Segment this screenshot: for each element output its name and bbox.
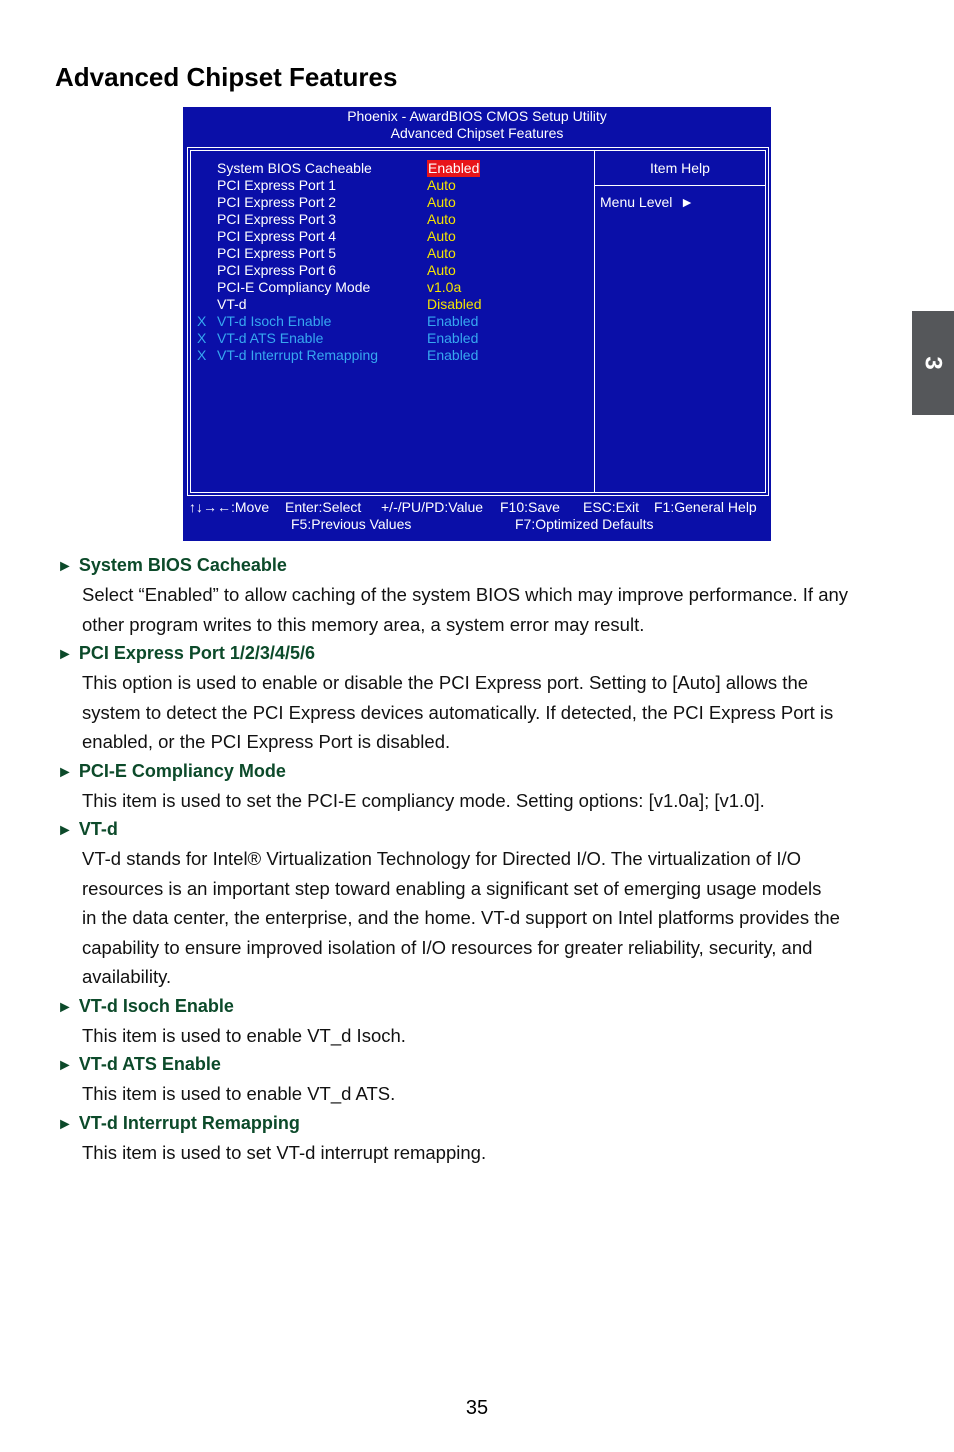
bios-item-value[interactable]: Auto (427, 262, 456, 278)
section-body: This item is used to set VT-d interrupt remapping. (82, 1141, 487, 1163)
bios-item-row[interactable] (191, 177, 594, 194)
footer-previous: F5:Previous Values (291, 516, 412, 532)
bullet-triangle-icon: ► (57, 646, 73, 663)
disabled-mark: X (197, 347, 207, 363)
section-body: This item is used to set the PCI-E compliancy mode. Setting options: [v1.0a]; [v1.0]. (82, 789, 765, 811)
bios-item-value[interactable]: Auto (427, 194, 456, 210)
bios-item-label: PCI Express Port 3 (217, 211, 337, 227)
bios-screen (183, 107, 771, 541)
bios-item-value[interactable]: v1.0a (427, 279, 462, 295)
section-title: PCI-E Compliancy Mode (78, 760, 286, 781)
help-divider (595, 185, 765, 186)
bios-item-value[interactable]: Disabled (427, 296, 482, 312)
chapter-number: 3 (919, 356, 947, 370)
footer-select: Enter:Select (285, 499, 362, 515)
bios-item-row[interactable] (191, 211, 594, 228)
disabled-mark: X (197, 330, 207, 346)
page-title: Advanced Chipset Features (55, 62, 398, 92)
section-heading (57, 816, 897, 843)
bios-header-menu: Advanced Chipset Features (390, 125, 564, 141)
section-heading (57, 552, 897, 579)
bios-item-label: PCI Express Port 4 (217, 228, 337, 244)
disabled-mark: X (197, 313, 207, 329)
bios-item-row[interactable] (191, 194, 594, 211)
bios-item-row[interactable] (191, 279, 594, 296)
section-body: Select “Enabled” to allow caching of the system BIOS which may improve performance. If any other program writes to this memory area, a system error may result. (82, 584, 849, 635)
bios-item-value[interactable]: Auto (427, 245, 456, 261)
bios-item-row[interactable] (191, 330, 594, 347)
bullet-triangle-icon: ► (57, 1115, 73, 1133)
bios-item-row[interactable] (191, 296, 594, 313)
section-title: VT-d ATS Enable (78, 1054, 221, 1074)
bios-item-label: PCI Express Port 5 (217, 245, 337, 261)
footer-save: F10:Save (500, 499, 560, 515)
bios-footer (183, 499, 771, 533)
bios-item-label: VT-d Isoch Enable (217, 313, 332, 329)
section-body: This item is used to enable VT_d ATS. (82, 1083, 396, 1104)
bios-item-label: PCI Express Port 2 (217, 194, 337, 210)
bios-item-value[interactable]: Enabled (427, 347, 479, 363)
bullet-triangle-icon: ► (57, 558, 73, 575)
footer-optimized: F7:Optimized Defaults (515, 516, 654, 532)
bios-item-row[interactable] (191, 347, 594, 364)
menu-level-label: Menu Level (600, 194, 673, 210)
bios-item-row[interactable] (191, 160, 594, 177)
bios-item-row[interactable] (191, 245, 594, 262)
bullet-triangle-icon: ► (57, 822, 73, 839)
bios-item-row[interactable] (191, 262, 594, 279)
bios-item-value[interactable]: Enabled (427, 330, 479, 346)
bios-inner-frame (190, 150, 766, 493)
section-title: System BIOS Cacheable (78, 555, 287, 575)
bios-item-label: VT-d ATS Enable (217, 330, 324, 346)
chapter-tab (912, 311, 954, 415)
description-sections (57, 552, 897, 1168)
section-body: VT-d stands for Intel® Virtualization Technology for Directed I/O. The virtualization of I/O resources is an important step toward enabling a significant set of emerging usage models in the data center, the enterprise, and the home. VT-d support on Intel platforms provides the capability to ensure improved isolation of I/O resources for greater reliability, security, and availability. (82, 848, 840, 987)
bios-item-value[interactable]: Enabled (428, 160, 480, 176)
section-title: VT-d Isoch Enable (78, 995, 234, 1016)
footer-move: ↑↓→←:Move (189, 499, 270, 515)
menu-level-arrow-icon: ► (680, 194, 695, 210)
section-body: This item is used to enable VT_d Isoch. (82, 1024, 406, 1046)
bios-item-value[interactable]: Auto (427, 228, 456, 244)
section-heading (57, 1051, 897, 1078)
section-heading (57, 640, 897, 667)
bios-item-label: PCI Express Port 6 (217, 262, 337, 278)
bios-panel-divider (594, 151, 595, 492)
bios-item-value[interactable]: Auto (427, 211, 456, 227)
bios-outer-frame (187, 147, 769, 496)
menu-level (600, 194, 694, 210)
bios-item-list (191, 160, 594, 364)
bios-item-label: PCI-E Compliancy Mode (217, 279, 371, 295)
bios-item-row[interactable] (191, 313, 594, 330)
section-heading (57, 1110, 897, 1137)
footer-exit: ESC:Exit (583, 499, 640, 515)
item-help-title: Item Help (650, 160, 710, 176)
section-body: This option is used to enable or disable the PCI Express port. Setting to [Auto] allows the system to detect the PCI Express devices automatically. If detected, the PCI Express Port is enabled, or the PCI Express Port is disabled. (82, 672, 834, 752)
bios-item-label: VT-d (217, 296, 247, 312)
section-title: PCI Express Port 1/2/3/4/5/6 (78, 643, 315, 663)
section-heading (57, 758, 897, 785)
footer-help: F1:General Help (654, 499, 757, 515)
page-number: 35 (465, 1397, 489, 1419)
bios-item-label: VT-d Interrupt Remapping (217, 347, 379, 363)
bios-item-label: System BIOS Cacheable (217, 160, 372, 176)
section-heading (57, 993, 897, 1020)
bios-header-utility: Phoenix - AwardBIOS CMOS Setup Utility (347, 108, 607, 124)
bios-item-row[interactable] (191, 228, 594, 245)
bios-item-value[interactable]: Enabled (427, 313, 479, 329)
bios-item-label: PCI Express Port 1 (217, 177, 337, 193)
bullet-triangle-icon: ► (57, 763, 73, 781)
bullet-triangle-icon: ► (57, 998, 73, 1016)
section-title: VT-d Interrupt Remapping (78, 1112, 300, 1133)
bios-header (183, 107, 771, 142)
bios-item-value[interactable]: Auto (427, 177, 456, 193)
section-title: VT-d (78, 819, 118, 839)
footer-value: +/-/PU/PD:Value (381, 499, 484, 515)
bullet-triangle-icon: ► (57, 1057, 73, 1074)
